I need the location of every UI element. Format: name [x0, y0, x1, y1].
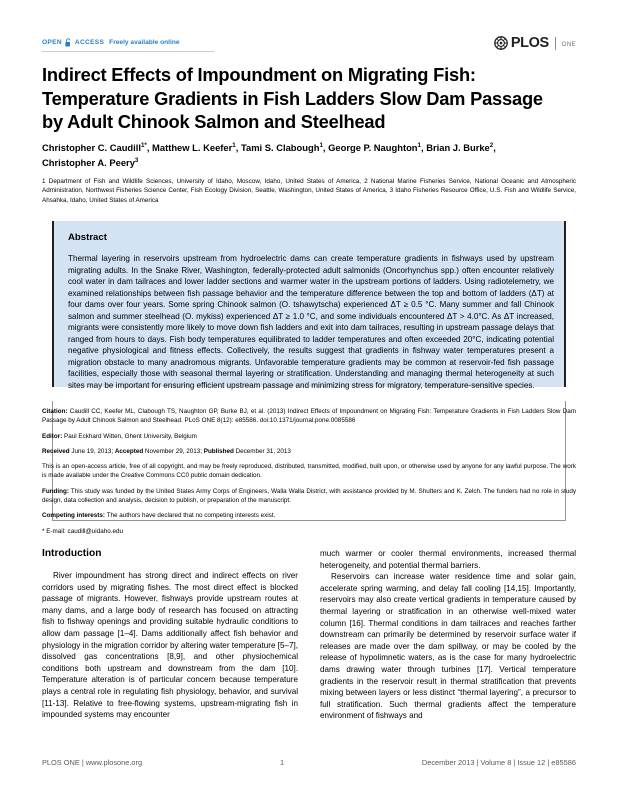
competing-interests-label: Competing interests:	[42, 512, 105, 520]
citation-label: Citation:	[42, 408, 68, 415]
funding-text: This study was funded by the United States Army Corps of Engineers, Walla Walla District, with assistance provided by M. Shutters and K. Zelch. The funders had no role in study design, data collection and analysis, decision to publish, or preparation of the manuscript.	[42, 487, 576, 505]
abstract-section	[52, 221, 566, 391]
footer-issue-info: December 2013 | Volume 8 | Issue 12 | e85586	[421, 758, 576, 767]
competing-interests-line	[42, 511, 576, 520]
accepted-label: Accepted	[114, 447, 144, 455]
open-access-open-label: OPEN	[42, 39, 62, 46]
received-label: Received	[42, 447, 70, 455]
editor-text: Paul Eckhard Witten, Ghent University, Belgium	[62, 432, 197, 440]
author-name[interactable]: Brian J. Burke	[426, 142, 490, 153]
header-divider	[42, 51, 214, 52]
citation-line	[42, 407, 576, 426]
author-name[interactable]: Christopher C. Caudill	[42, 142, 141, 153]
journal-name-label: ONE	[561, 41, 576, 48]
author-name[interactable]: Matthew L. Keefer	[152, 142, 233, 153]
funding-label: Funding:	[42, 487, 69, 495]
published-date: December 31, 2013	[233, 447, 291, 455]
editor-line	[42, 432, 576, 441]
footer-page-number: 1	[279, 758, 285, 767]
author-affiliation-marker: 1*	[140, 141, 147, 149]
page-header	[42, 36, 576, 58]
author-name[interactable]: George P. Naughton	[328, 142, 418, 153]
editor-label: Editor:	[42, 432, 63, 440]
body-column-right	[320, 548, 576, 722]
open-access-access-label: ACCESS	[74, 39, 105, 46]
section-heading-introduction: Introduction	[42, 548, 102, 559]
open-lock-icon	[65, 38, 72, 47]
article-title: Indirect Effects of Impoundment on Migrating Fish: Temperature Gradients in Fish Ladders Slow Dam Passage by Adult Chinook Salmon and Steelhead	[42, 64, 543, 132]
published-label: Published	[203, 447, 234, 455]
body-column-left	[42, 548, 298, 721]
author-affiliation-marker: 1	[232, 141, 236, 149]
plos-emblem-icon	[494, 36, 508, 50]
paragraph: Reservoirs can increase water residence time and solar gain, accelerate spring warming, and delay fall cooling [14,15]. Importantly, reservoirs may also create vertical gradients in temperature caused by thermal layering or stratification in an otherwise well-mixed water column [16]. Thermal conditions in dam tailraces and reaches farther downstream can primarily be determined by reservoir surface water if releases are made over the dam spillway, or may be cooled by the release of hypolimnetic waters, as is the case for many hydroelectric dams drawing water through turbines [17]. Vertical temperature gradients in the reservoir result in thermal stratification that prevents mixing between layers or less distinct “thermal layering”, a precursor to full stratification. Such thermal gradients affect the temperature environment of fishways and	[320, 572, 576, 721]
corresponding-email-line	[42, 527, 576, 536]
author-name[interactable]: Tami S. Clabough	[240, 142, 320, 153]
author-name[interactable]: Christopher A. Peery	[42, 156, 135, 168]
page-footer	[42, 758, 576, 767]
paragraph: much warmer or cooler thermal environments, increased thermal heterogeneity, and potential thermal barriers.	[320, 549, 576, 570]
copyright-text: This is an open-access article, free of all copyright, and may be freely reproduced, distributed, transmitted, modified, built upon, or otherwise used by anyone for any lawful purpose. The work is made available under the Creative Commons CC0 public domain dedication.	[42, 463, 576, 480]
abstract-text: Thermal layering in reservoirs upstream from hydroelectric dams can create temperature gradients in fishways used by upstream migrating adults. In the Snake River, Washington, federally-protected adult salmonids (Oncorhynchus spp.) often encounter relatively cool water in dam tailraces and lower ladder sections and warmer water in the upstream portions of ladders. Using radiotelemetry, we examined relationships between fish passage behavior and the temperature difference between the top and bottom of ladders (ΔT) at four dams over four years. Some spring Chinook salmon (O. tshawytscha) experienced ΔT ≥ 0.5 °C. Many summer and fall Chinook salmon and summer steelhead (O. mykiss) experienced ΔT ≥ 1.0 °C, and some individuals encountered ΔT > 4.0°C. As ΔT increased, migrants were consistently more likely to move down fish ladders and exit into dam tailraces, resulting in upstream passage delays that ranged from hours to days. Fish body temperatures equilibrated to ladder temperatures and often exceeded 20°C, indicating potential negative physiological and fitness effects. Collectively, the results suggest that gradients in fishway water temperatures present a migration obstacle to many anadromous migrants. Unfavorable temperature gradients may be common at reservoir-fed fish passage facilities, especially those with seasonal thermal layering or stratification. Understanding and managing thermal heterogeneity at such sites may be important for ensuring efficient upstream passage and minimizing stress for migratory, temperature-sensitive species.	[68, 254, 554, 391]
paragraph: River impoundment has strong direct and indirect effects on river corridors used by migrating fishes. The most direct effect is blocked passage of migrants. However, fishways provide upstream routes at many dams, and a large body of research has focused on attracting fish to fishway openings and providing suitable hydraulic conditions to allow dam passage [1–4]. Dams additionally affect fish behavior and physiology in the migration corridor by altering water temperature [5–7], dissolved gas concentrations [8,9], and other physiochemical conditions both upstream and downstream from the dam [10]. Temperature alteration is of particular concern because temperature plays a central role in regulating fish physiology, behavior, and survival [11-13]. Relative to free-flowing systems, upstream-migrating fish in impounded systems may encounter	[42, 571, 298, 720]
footer-journal-url: PLOS ONE | www.plosone.org	[42, 758, 143, 767]
author-affiliation-marker: 1	[319, 141, 323, 149]
accepted-date: November 29, 2013;	[143, 447, 204, 455]
author-affiliation-marker: 2	[489, 141, 494, 149]
received-date: June 19, 2013;	[69, 447, 115, 455]
logo-divider	[555, 37, 556, 50]
dates-line	[42, 447, 576, 456]
competing-interests-text: The authors have declared that no competing interests exist.	[104, 512, 276, 520]
metadata-section	[42, 407, 576, 542]
affiliations: 1 Department of Fish and Wildlife Sciences, University of Idaho, Moscow, Idaho, United States of America, 2 National Marine Fisheries Service, National Oceanic and Atmospheric Administration, Northwest Fisheries Science Center, Fish Ecology Division, Seattle, Washington, United States of America, 3 Idaho Fisheries Resource Office, U.S. Fish and Wildlife Service, Ahsahka, Idaho, United States of America	[42, 178, 576, 204]
abstract-heading: Abstract	[68, 232, 107, 243]
funding-line	[42, 487, 576, 506]
open-access-banner	[42, 38, 180, 47]
freely-available-label: Freely available online	[109, 39, 180, 46]
author-list: Christopher C. Caudill$^{1*}$, Matthew L. Keefer$^1$, Tami S. Clabough$^1$, George P. Naughton$^1$, Brian J. Burke$^2$, Christopher A. Peery$^3$	[42, 141, 496, 168]
citation-text: Caudill CC, Keefer ML, Clabough TS, Naughton GP, Burke BJ, et al. (2013) Indirect Effects of Impoundment on Migrating Fish: Temperature Gradients in Fish Ladders Slow Dam Passage by Adult Chinook Salmon and Steelhead. PLoS ONE 8(12): e85586. doi:10.1371/journal.pone.0085586	[42, 408, 576, 425]
plos-logo[interactable]	[494, 36, 576, 51]
author-affiliation-marker: 3	[134, 156, 139, 164]
corresponding-email[interactable]: caudill@uidaho.edu	[65, 527, 123, 535]
email-marker: * E-mail:	[42, 527, 66, 535]
plos-wordmark: PLOS	[510, 35, 549, 51]
author-affiliation-marker: 1	[417, 141, 421, 149]
